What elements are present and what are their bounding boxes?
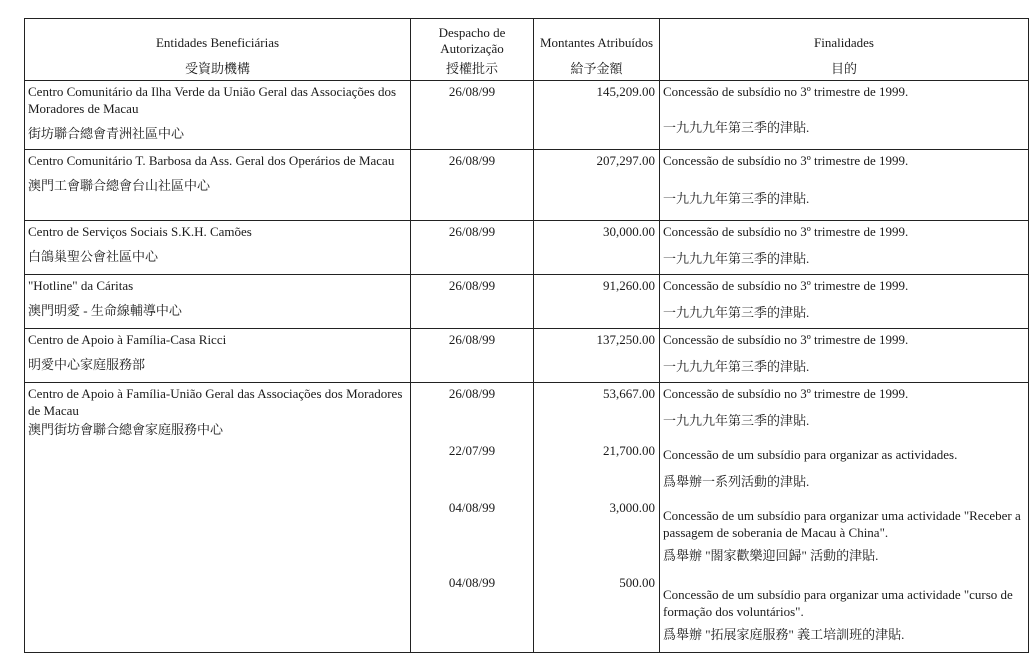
subsidy-table (24, 18, 1029, 653)
date-cell: 26/08/99 (411, 275, 534, 329)
entity-cell: Centro Comunitário da Ilha Verde da União Geral das Associações dos Moradores de Macau 街坊聯合總會青洲社區中心 (25, 81, 411, 150)
entity-cell: Centro de Apoio à Família-Casa Ricci 明愛中心家庭服務部 (25, 329, 411, 383)
purpose-cell: Concessão de subsídio no 3º trimestre de 1999. 一九九九年第三季的津貼. (660, 329, 1029, 383)
header-entities: Entidades Beneficiárias 受資助機構 (25, 19, 411, 81)
amount-cell: 91,260.00 (534, 275, 660, 329)
date-cell: 26/08/99 (411, 150, 534, 221)
table-row (25, 383, 1029, 653)
date-cell: 26/08/99 (411, 329, 534, 383)
purpose-cell: Concessão de subsídio no 3º trimestre de 1999. 一九九九年第三季的津貼. (663, 386, 909, 428)
amount-cell: 30,000.00 (534, 221, 660, 275)
header-amounts: Montantes Atribuídos 給予金額 (534, 19, 660, 81)
purpose-cell-group (660, 383, 1029, 653)
amount-cell: 53,667.00 (603, 386, 655, 401)
purpose-cell: Concessão de um subsídio para organizar as actividades. 爲舉辦一系列活動的津貼. (663, 447, 958, 489)
amount-cell: 500.00 (619, 575, 655, 590)
purpose-cell: Concessão de subsídio no 3º trimestre de 1999. 一九九九年第三季的津貼. (660, 275, 1029, 329)
header-row (25, 19, 1029, 81)
purpose-cell: Concessão de subsídio no 3º trimestre de 1999. 一九九九年第三季的津貼. (660, 221, 1029, 275)
purpose-cell: Concessão de subsídio no 3º trimestre de 1999. 一九九九年第三季的津貼. (660, 150, 1029, 221)
purpose-cell: Concessão de um subsídio para organizar uma actividade "curso de formação dos voluntários". 爲舉辦 "拓展家庭服務" 義工培訓班的津貼. (663, 587, 1013, 642)
amount-cell: 3,000.00 (609, 500, 655, 515)
amount-cell: 207,297.00 (534, 150, 660, 221)
date-cell: 04/08/99 (448, 500, 496, 515)
date-cell: 22/07/99 (448, 443, 496, 458)
table-row (25, 329, 1029, 383)
table-row (25, 81, 1029, 150)
table-row (25, 275, 1029, 329)
entity-cell: Centro de Apoio à Família-União Geral das Associações dos Moradores de Macau 澳門街坊會聯合總會家庭服務中心 (25, 383, 411, 653)
header-dispatch: Despacho de Autorização 授權批示 (411, 19, 534, 81)
entity-cell: Centro de Serviços Sociais S.K.H. Camões 白鴿巢聖公會社區中心 (25, 221, 411, 275)
table-row (25, 150, 1029, 221)
table-row (25, 221, 1029, 275)
date-cell: 26/08/99 (448, 386, 496, 401)
entity-cell: Centro Comunitário T. Barbosa da Ass. Geral dos Operários de Macau 澳門工會聯合總會台山社區中心 (25, 150, 411, 221)
entity-cell: "Hotline" da Cáritas 澳門明愛 - 生命線輔導中心 (25, 275, 411, 329)
date-cell: 04/08/99 (448, 575, 496, 590)
header-purposes: Finalidades 目的 (660, 19, 1029, 81)
date-cell: 26/08/99 (411, 81, 534, 150)
date-cell: 26/08/99 (411, 221, 534, 275)
purpose-cell: Concessão de subsídio no 3º trimestre de 1999. 一九九九年第三季的津貼. (660, 81, 1029, 150)
purpose-cell: Concessão de um subsídio para organizar uma actividade "Receber a passagem de soberania de Macau à China". 爲舉辦 "閤家歡樂迎回歸" 活動的津貼. (663, 508, 1021, 563)
amount-cell-group (534, 383, 660, 653)
date-cell-group (411, 383, 534, 653)
amount-cell: 137,250.00 (534, 329, 660, 383)
amount-cell: 21,700.00 (603, 443, 655, 458)
amount-cell: 145,209.00 (534, 81, 660, 150)
